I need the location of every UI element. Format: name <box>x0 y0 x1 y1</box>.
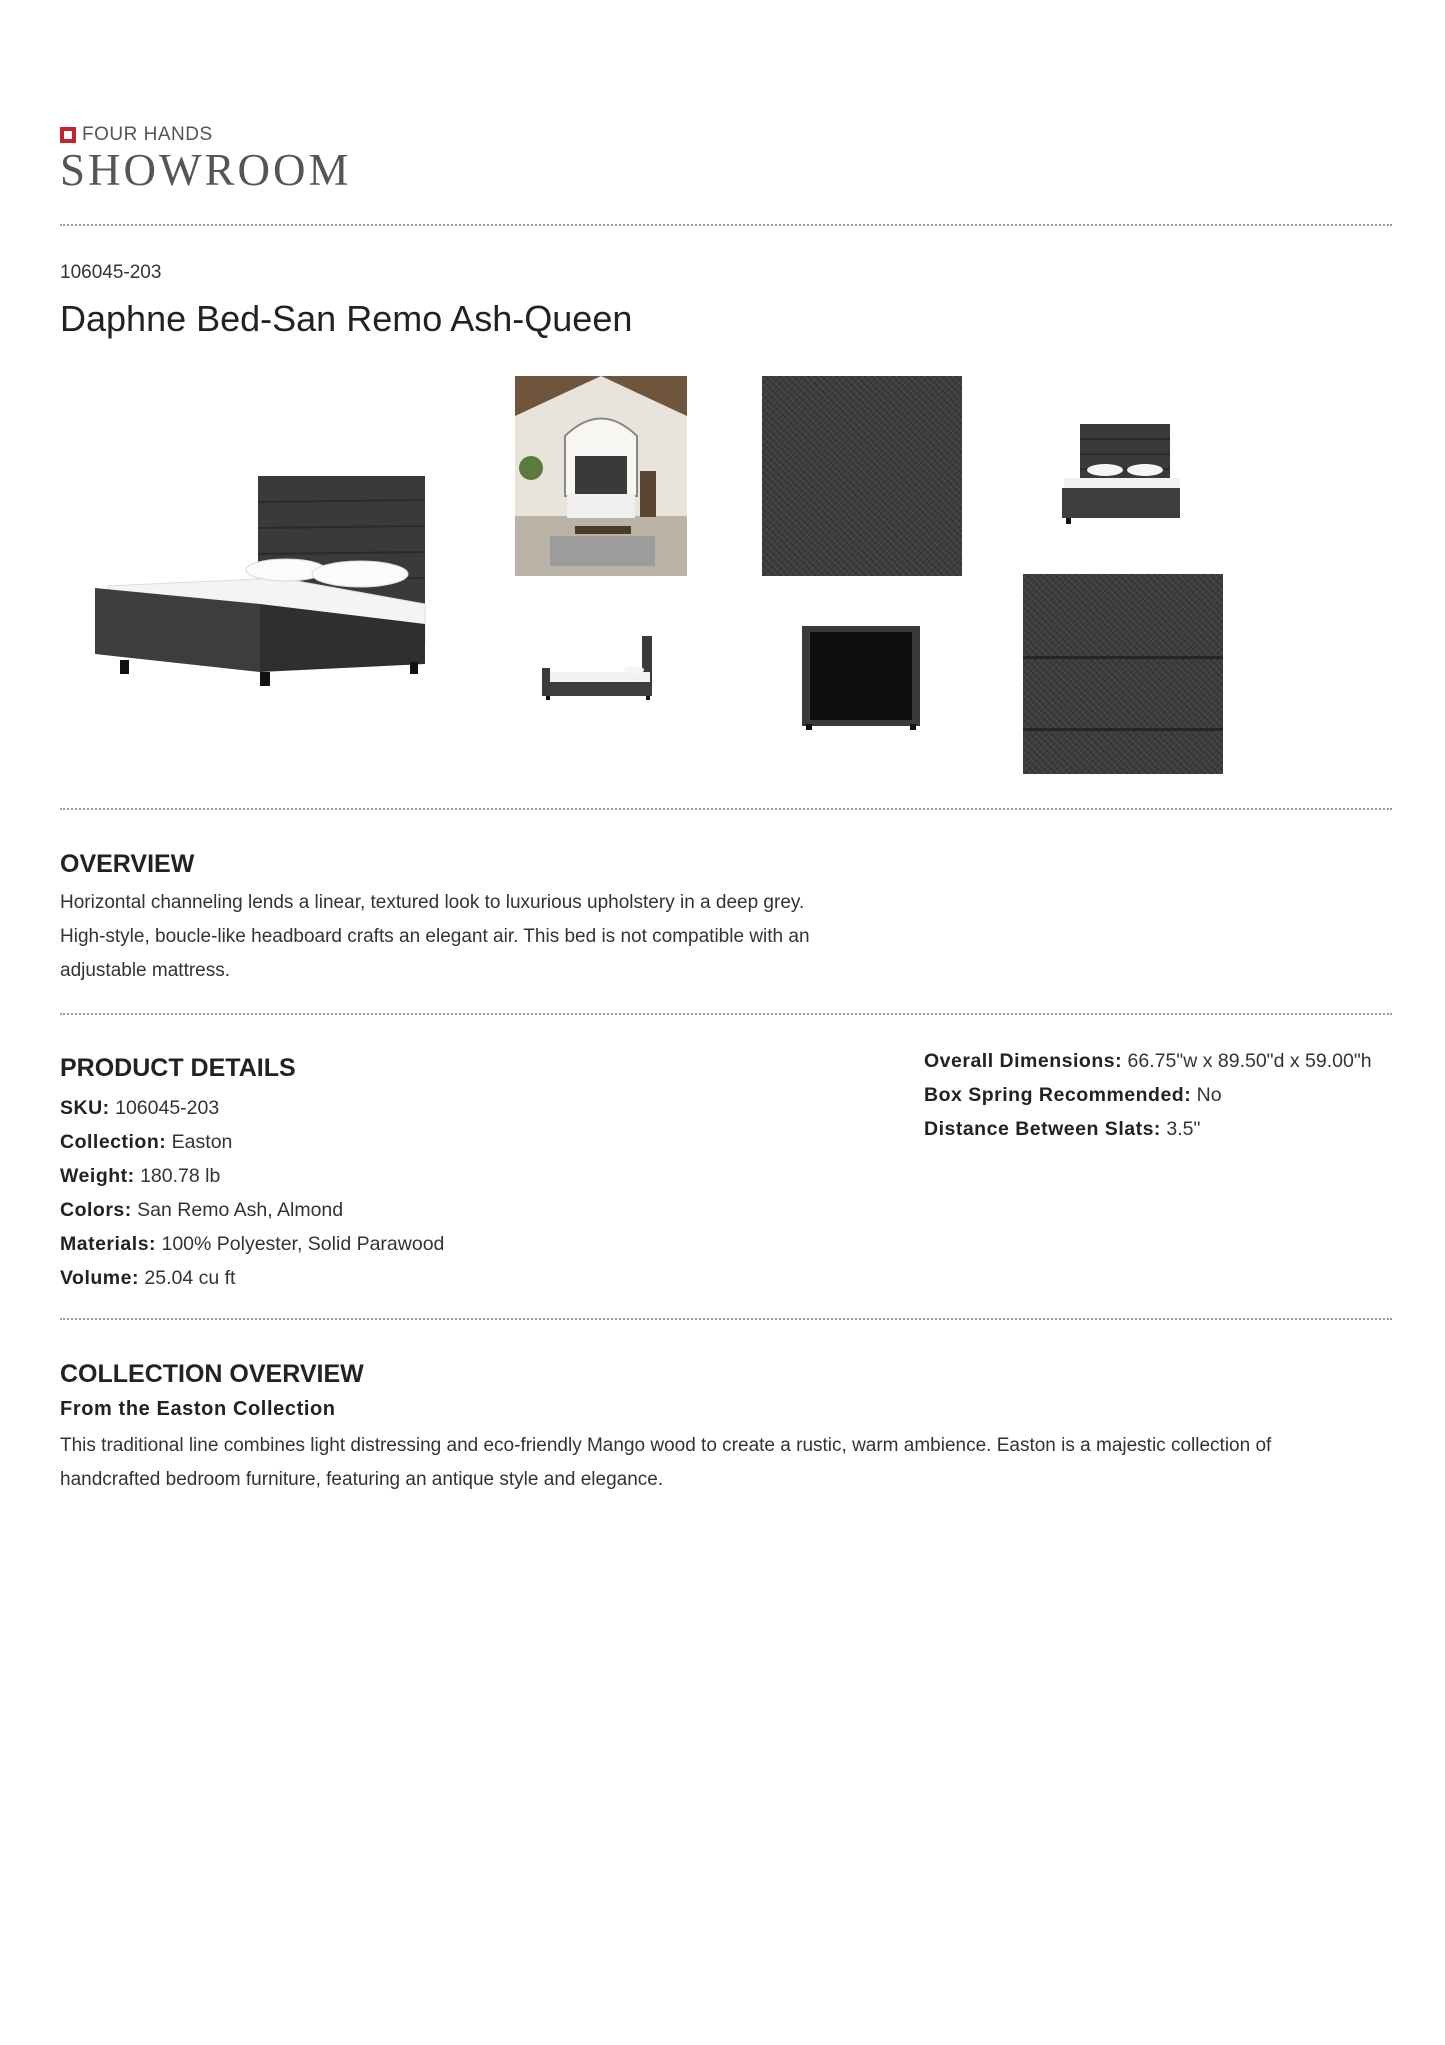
bed-front-image <box>1050 408 1180 538</box>
overview-heading: OVERVIEW <box>60 850 195 878</box>
detail-dimensions: Overall Dimensions: 66.75"w x 89.50"d x 59.00"h <box>924 1050 1372 1072</box>
details-left <box>60 1091 444 1295</box>
detail-collection: Collection: Easton <box>60 1131 233 1153</box>
divider <box>60 224 1392 226</box>
detail-colors: Colors: San Remo Ash, Almond <box>60 1199 344 1221</box>
detail-slats: Distance Between Slats: 3.5" <box>924 1118 1201 1140</box>
overview-line: adjustable mattress. <box>60 960 231 981</box>
product-image-swatch[interactable] <box>762 376 962 576</box>
bed-back-image <box>796 616 926 736</box>
detail-materials: Materials: 100% Polyester, Solid Parawood <box>60 1233 445 1255</box>
collection-subheading: From the Easton Collection <box>60 1398 336 1420</box>
product-image-front[interactable] <box>1050 408 1180 538</box>
collection-line: This traditional line combines light distressing and eco-friendly Mango wood to create a rustic, warm ambience. Easton is a majestic collection of <box>60 1435 1272 1456</box>
detail-weight: Weight: 180.78 lb <box>60 1165 221 1187</box>
detail-sku: SKU: 106045-203 <box>60 1097 220 1119</box>
collection-text <box>60 1429 1271 1497</box>
logo-company: FOUR HANDS <box>82 124 213 145</box>
divider <box>60 1013 1392 1015</box>
details-right <box>924 1044 1372 1146</box>
logo-mark-icon <box>60 127 76 143</box>
product-title: Daphne Bed-San Remo Ash-Queen <box>60 298 633 339</box>
detail-box-spring: Box Spring Recommended: No <box>924 1084 1222 1106</box>
product-image-detail[interactable] <box>1023 574 1223 774</box>
divider <box>60 1318 1392 1320</box>
bed-angle-image <box>60 372 440 708</box>
brand-logo <box>60 124 352 194</box>
product-image-back[interactable] <box>796 616 926 736</box>
overview-line: High-style, boucle-like headboard crafts an elegant air. This bed is not compatible with an <box>60 926 810 947</box>
product-sku: 106045-203 <box>60 262 162 283</box>
divider <box>60 808 1392 810</box>
collection-heading: COLLECTION OVERVIEW <box>60 1360 364 1388</box>
logo-showroom: SHOWROOM <box>60 145 352 195</box>
collection-line: handcrafted bedroom furniture, featuring an antique style and elegance. <box>60 1469 664 1490</box>
overview-text <box>60 886 810 988</box>
bed-side-image <box>538 630 668 720</box>
details-heading: PRODUCT DETAILS <box>60 1054 296 1082</box>
overview-line: Horizontal channeling lends a linear, textured look to luxurious upholstery in a deep grey. <box>60 892 805 913</box>
room-scene-image <box>515 376 687 576</box>
product-image-room[interactable] <box>515 376 687 576</box>
product-image-main[interactable] <box>60 372 440 708</box>
product-image-side[interactable] <box>538 630 668 720</box>
detail-volume: Volume: 25.04 cu ft <box>60 1267 236 1289</box>
